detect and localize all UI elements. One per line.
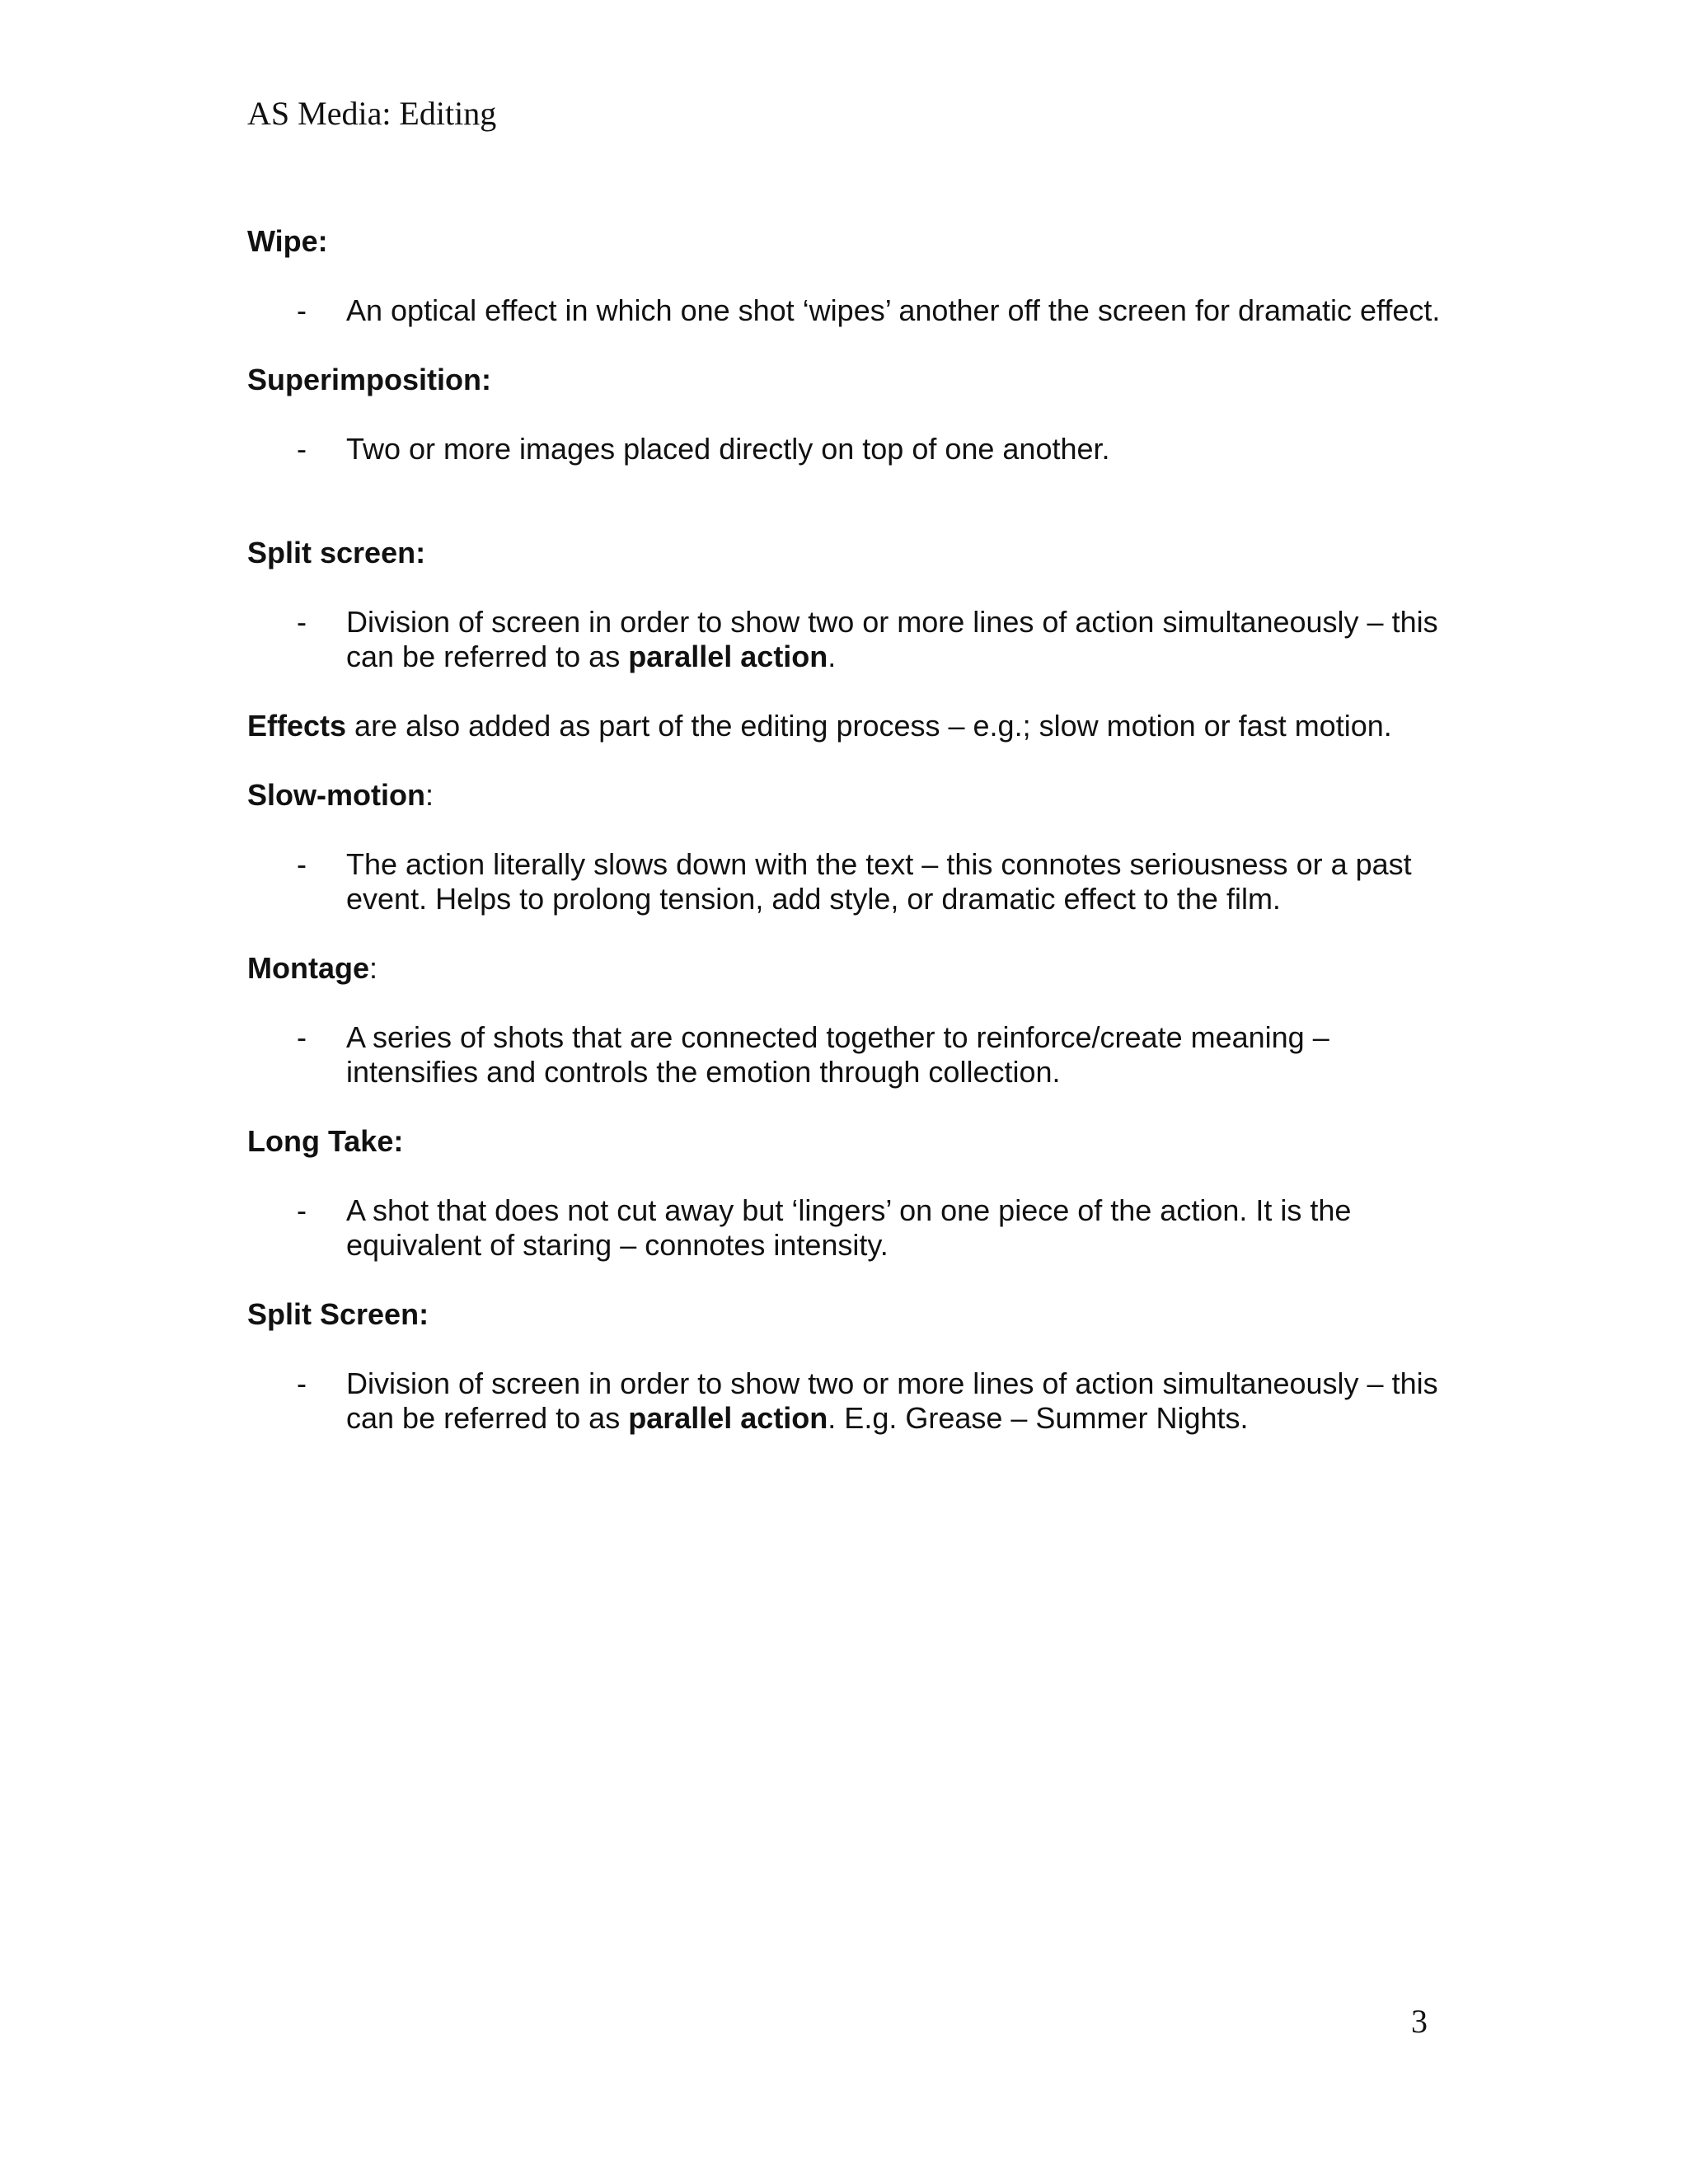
bullet-text: The action literally slows down with the text – this connotes seriousness or a past event. Helps to prolong tension, add style, or dramatic effect to the film. <box>346 847 1412 916</box>
bullet-text-end: . <box>828 640 837 673</box>
heading-long-take: Long Take: <box>247 1124 404 1158</box>
heading-wipe: Wipe: <box>247 224 328 258</box>
bullet-wipe <box>247 293 1467 328</box>
bullet-text: An optical effect in which one shot ‘wipes’ another off the screen for dramatic effect. <box>346 293 1441 327</box>
effects-paragraph <box>247 709 1467 743</box>
bullet-marker: - <box>297 1020 307 1054</box>
bullet-marker: - <box>297 1193 307 1227</box>
bullet-text: Division of screen in order to show two or more lines of action simultaneously – this can be referred to as <box>346 1366 1438 1435</box>
bullet-slow-motion <box>247 847 1467 916</box>
heading-split-screen-2: Split Screen: <box>247 1297 429 1331</box>
page-number: 3 <box>1411 2003 1428 2040</box>
heading-suffix: : <box>424 778 434 812</box>
bullet-text: A shot that does not cut away but ‘lingers’ on one piece of the action. It is the equivalent of staring – connotes intensity. <box>346 1193 1352 1262</box>
heading-slow-motion-line <box>247 778 1467 813</box>
bullet-text: Division of screen in order to show two or more lines of action simultaneously – this can be referred to as <box>346 605 1438 673</box>
bullet-text: Two or more images placed directly on top of one another. <box>346 432 1110 466</box>
bullet-montage <box>247 1020 1467 1090</box>
page-header: AS Media: Editing <box>247 95 497 132</box>
heading-slow-motion: Slow-motion <box>247 778 425 812</box>
bullet-marker: - <box>297 432 307 466</box>
bullet-text: A series of shots that are connected together to reinforce/create meaning – intensifies and controls the emotion through collection. <box>346 1020 1329 1089</box>
heading-suffix: : <box>369 951 378 985</box>
bullet-marker: - <box>297 1366 307 1400</box>
bullet-long-take <box>247 1193 1467 1263</box>
bullet-superimposition <box>247 432 1467 466</box>
heading-split-screen: Split screen: <box>247 536 426 569</box>
heading-superimposition: Superimposition: <box>247 363 491 396</box>
bullet-split-screen-2 <box>247 1366 1467 1436</box>
bullet-marker: - <box>297 293 307 327</box>
page-content <box>247 224 1467 1436</box>
bullet-bold-term: parallel action <box>628 640 828 673</box>
heading-montage: Montage <box>247 951 369 985</box>
effects-text: are also added as part of the editing process – e.g.; slow motion or fast motion. <box>346 709 1392 743</box>
bullet-text-end: . E.g. Grease – Summer Nights. <box>828 1401 1249 1435</box>
bullet-split-screen <box>247 605 1467 674</box>
bullet-bold-term: parallel action <box>628 1401 828 1435</box>
effects-bold-term: Effects <box>247 709 347 743</box>
bullet-marker: - <box>297 605 307 639</box>
bullet-marker: - <box>297 847 307 881</box>
heading-montage-line <box>247 951 1467 986</box>
